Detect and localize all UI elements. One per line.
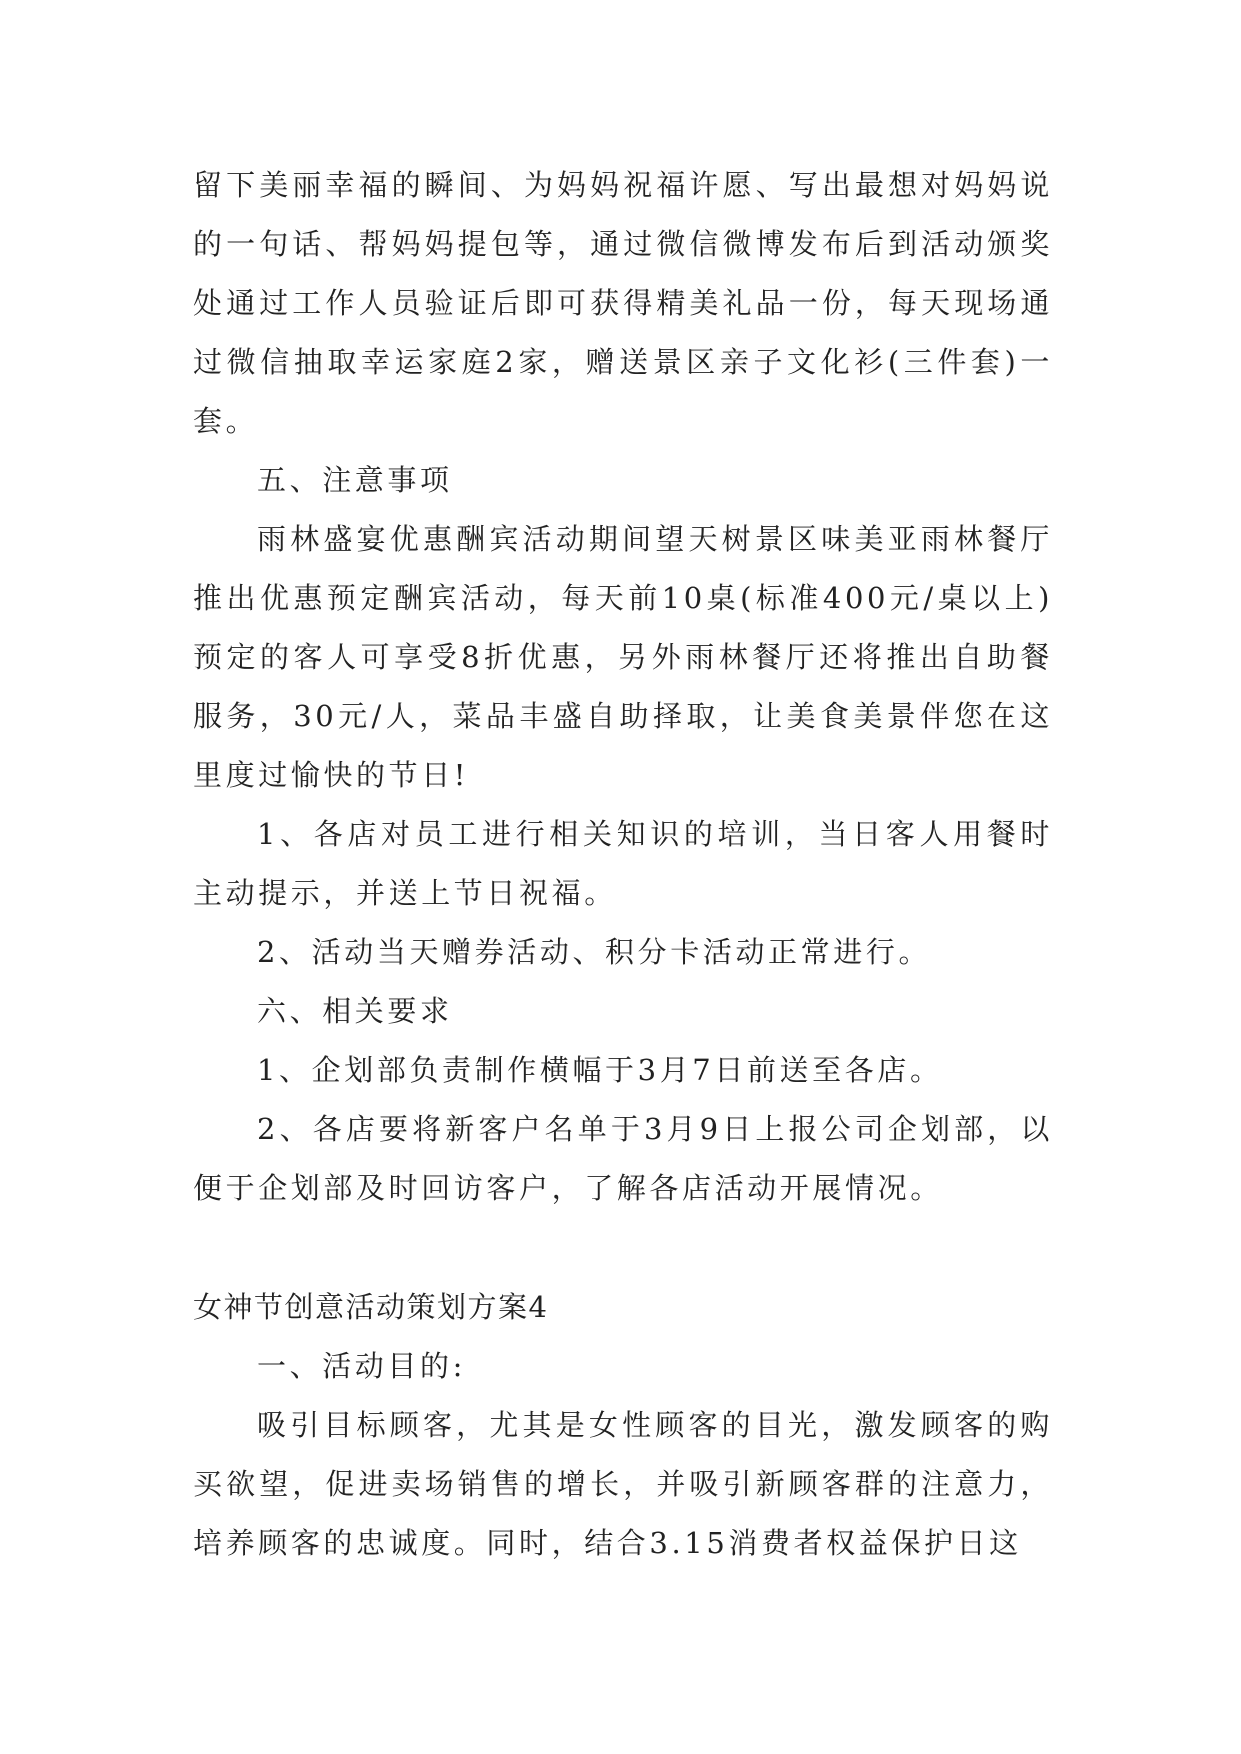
body-paragraph: 吸引目标顾客，尤其是女性顾客的目光，激发顾客的购买欲望，促进卖场销售的增长，并吸引新顾客群的注意力，培养顾客的忠诚度。同时，结合3.15消费者权益保护日这: [193, 1408, 1053, 1560]
list-item: 1、企划部负责制作横幅于3月7日前送至各店。: [257, 1053, 943, 1087]
list-item: 1、各店对员工进行相关知识的培训，当日客人用餐时主动提示，并送上节日祝福。: [193, 817, 1053, 910]
body-paragraph: 留下美丽幸福的瞬间、为妈妈祝福许愿、写出最想对妈妈说的一句话、帮妈妈提包等，通过微信微博发布后到活动颁奖处通过工作人员验证后即可获得精美礼品一份，每天现场通过微信抽取幸运家庭2家，赠送景区亲子文化衫(三件套)一套。: [193, 168, 1053, 438]
list-item: 2、活动当天赠券活动、积分卡活动正常进行。: [257, 935, 932, 969]
section-heading-requirements: 六、相关要求: [257, 994, 453, 1028]
list-item: 2、各店要将新客户名单于3月9日上报公司企划部，以便于企划部及时回访客户，了解各店活动开展情况。: [193, 1112, 1053, 1205]
document-page: [193, 156, 1053, 1573]
section-heading-purpose: 一、活动目的:: [257, 1349, 466, 1383]
document-section-title: 女神节创意活动策划方案4: [193, 1290, 549, 1324]
section-heading-notes: 五、注意事项: [257, 463, 453, 497]
body-paragraph: 雨林盛宴优惠酬宾活动期间望天树景区味美亚雨林餐厅推出优惠预定酬宾活动，每天前10桌(标准400元/桌以上)预定的客人可享受8折优惠，另外雨林餐厅还将推出自助餐服务，30元/人，菜品丰盛自助择取，让美食美景伴您在这里度过愉快的节日!: [193, 522, 1053, 792]
